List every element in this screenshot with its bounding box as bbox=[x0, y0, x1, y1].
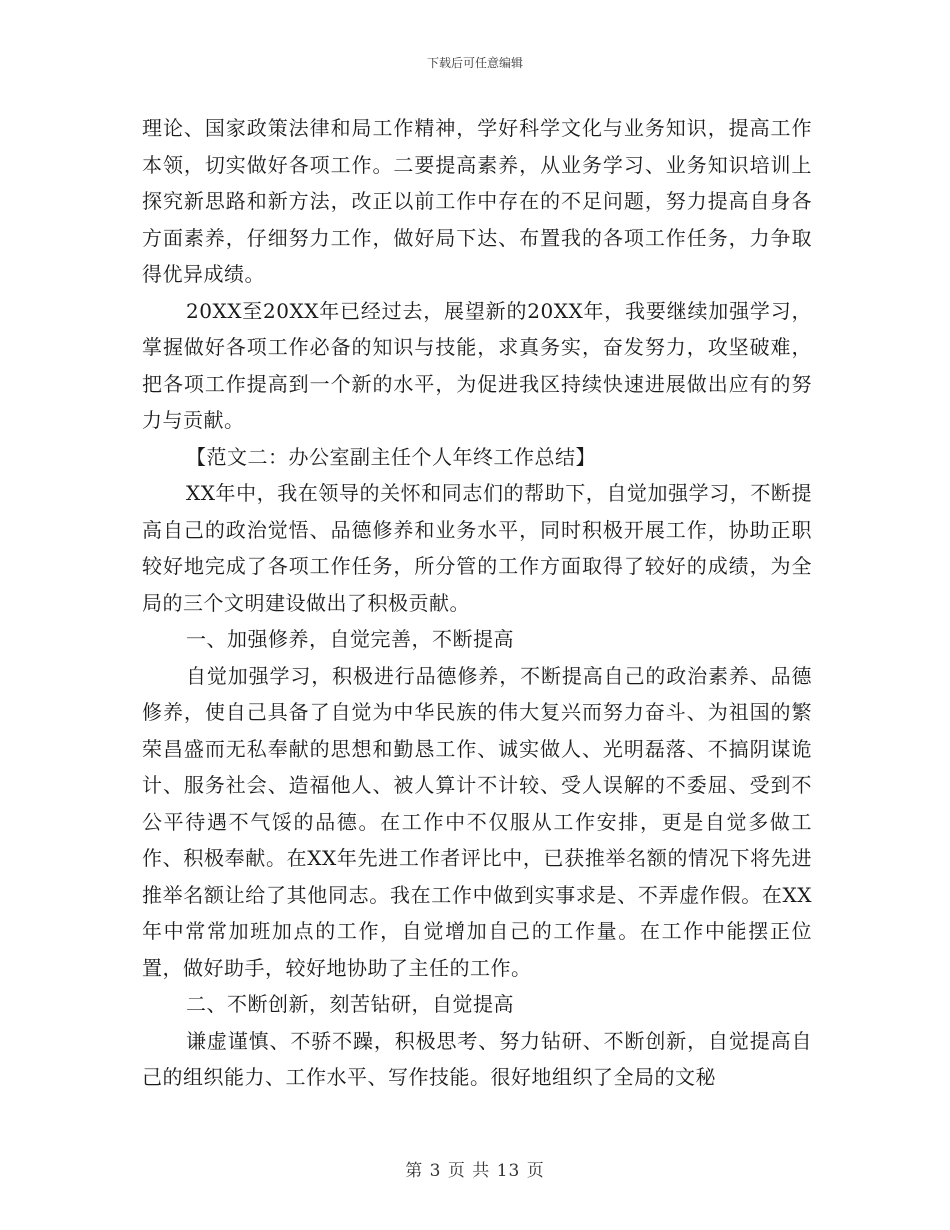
heading-two: 二、不断创新，刻苦钻研，自觉提高 bbox=[186, 992, 514, 1016]
page-number-footer: 第 3 页 共 13 页 bbox=[405, 1161, 545, 1181]
section-title-sample-two: 【范文二：办公室副主任个人年终工作总结】 bbox=[186, 444, 596, 469]
paragraph-4: XX年中，我在领导的关怀和同志们的帮助下，自觉加强学习，不断提高自己的政治觉悟、品德修养和业务水平，同时积极开展工作，协助正职较好地完成了各项工作任务，所分管的工作方面取得了较好的成绩，为全局的三个文明建设做出了积极贡献。 bbox=[142, 481, 812, 615]
document-body bbox=[142, 110, 812, 1096]
heading-one: 一、加强修养，自觉完善，不断提高 bbox=[186, 627, 514, 651]
paragraph-6: 自觉加强学习，积极进行品德修养，不断提高自己的政治素养、品德修养，使自己具备了自觉为中华民族的伟大复兴而努力奋斗、为祖国的繁荣昌盛而无私奉献的思想和勤恳工作、诚实做人、光明磊落、不搞阴谋诡计、服务社会、造福他人、被人算计不计较、受人误解的不委屈、受到不公平待遇不气馁的品德。在工作中不仅服从工作安排，更是自觉多做工作、积极奉献。在XX年先进工作者评比中，已获推举名额的情况下将先进推举名额让给了其他同志。我在工作中做到实事求是、不弄虚作假。在XX年中常常加班加点的工作，自觉增加自己的工作量。在工作中能摆正位置，做好助手，较好地协助了主任的工作。 bbox=[142, 663, 812, 980]
paragraph-8: 谦虚谨慎、不骄不躁，积极思考、努力钻研、不断创新，自觉提高自己的组织能力、工作水平、写作技能。很好地组织了全局的文秘 bbox=[142, 1028, 812, 1089]
paragraph-2: 20XX至20XX年已经过去，展望新的20XX年，我要继续加强学习，掌握做好各项工作必备的知识与技能，求真务实，奋发努力，攻坚破难，把各项工作提高到一个新的水平，为促进我区持续快速进展做出应有的努力与贡献。 bbox=[142, 298, 812, 432]
page-header-note: 下载后可任意编辑 bbox=[426, 56, 523, 70]
paragraph-1: 理论、国家政策法律和局工作精神，学好科学文化与业务知识，提高工作本领，切实做好各项工作。二要提高素养，从业务学习、业务知识培训上探究新思路和新方法，改正以前工作中存在的不足问题，努力提高自身各方面素养，仔细努力工作，做好局下达、布置我的各项工作任务，力争取得优异成绩。 bbox=[142, 116, 812, 286]
